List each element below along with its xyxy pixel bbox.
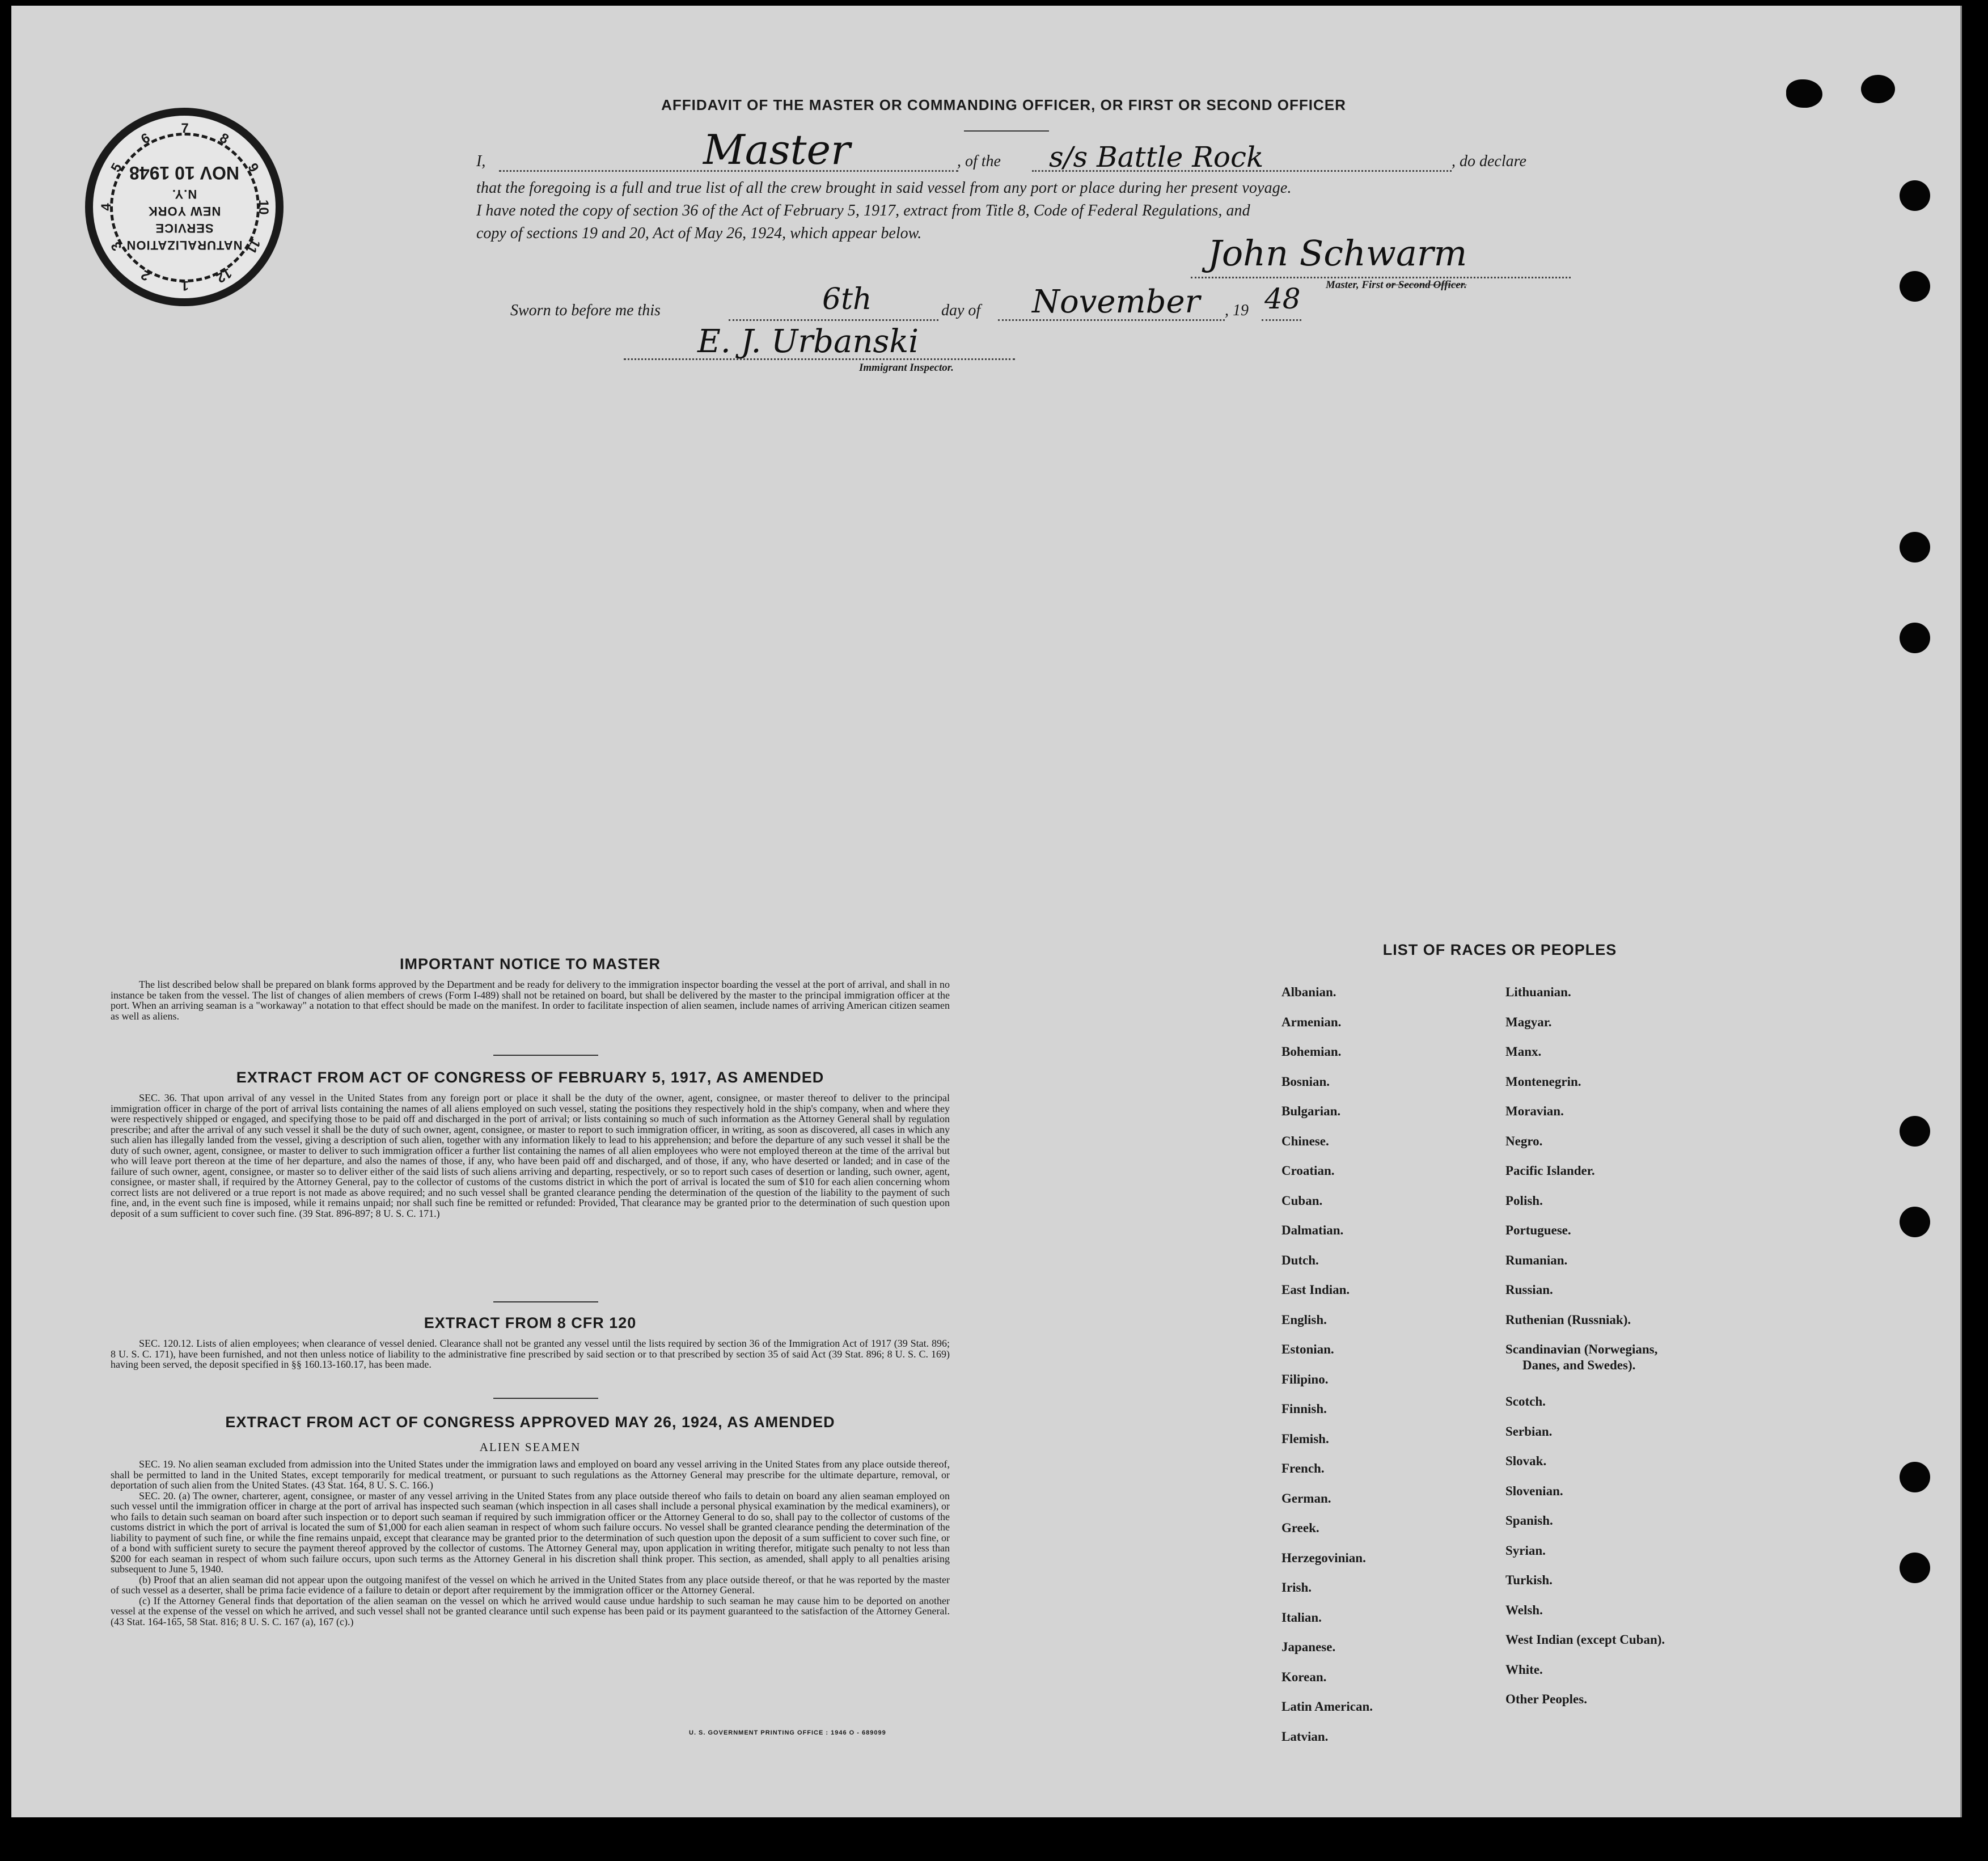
stamp-dial-number: 12: [213, 264, 235, 286]
race-item: Latin American.: [1281, 1699, 1373, 1714]
race-item: Bohemian.: [1281, 1044, 1342, 1059]
stamp-dial-number: 9: [244, 160, 261, 175]
extract-1924-paragraph: SEC. 20. (a) The owner, charterer, agent, consignee, or master of any vessel arriving in the United States from any place outside thereof who fails to detain on board any alien seaman employed on such vessel until the immigration officer in charge at the port of arrival has inspected such seaman (which inspection in all cases shall include a personal physical examination by the medical examiners), or who fails to detain such seaman on board after such inspection or to deport such seaman if required by such immigration officer or the Attorney General to do so, shall pay to the collector of customs of the customs district in which the port of arrival is located the sum of $1,000 for each alien seaman in respect of whom such failure occurs. No vessel shall be granted clearance pending the determination of the liability to payment of such fine, or while the fine remains unpaid, except that clearance may be granted prior to the determination of such question upon the deposit of a sum sufficient to cover such fine, or of a bond with sufficient surety to secure the payment thereof approved by the collector of customs. The Attorney General may, upon application in writing therefor, mitigate such penalty to not less than $200 for each seaman in respect of whom such failure occurs, upon such terms as the Attorney General in his discretion shall think proper. This section, as amended, shall apply to all penalties arising subsequent to June 5, 1940.: [111, 1490, 950, 1575]
stamp-dial-number: 4: [99, 203, 114, 211]
declaration-do-declare: , do declare: [1452, 153, 1526, 170]
punch-hole: [1900, 532, 1930, 562]
race-item: Other Peoples.: [1505, 1692, 1587, 1706]
notice-text: [111, 979, 950, 1021]
punch-hole: [1900, 1553, 1930, 1583]
punch-hole: [1900, 1207, 1930, 1237]
race-item: Cuban.: [1281, 1193, 1323, 1208]
race-item: Japanese.: [1281, 1640, 1336, 1654]
day-of: day of: [941, 302, 981, 319]
race-item: White.: [1505, 1662, 1543, 1677]
naturalization-date-stamp: [85, 108, 284, 306]
race-item: West Indian (except Cuban).: [1505, 1632, 1665, 1647]
extract-1924-paragraph: SEC. 19. No alien seaman excluded from admission into the United States under the immigration laws and employed on board any vessel arriving in the United States from any place outside thereof, shall be permitted to land in the United States, except temporarily for medical treatment, or pursuant to such regulations as the Attorney General may prescribe for the ultimate departure, removal, or deportation of such alien from the United States. (43 Stat. 164, 8 U. S. C. 166.): [111, 1458, 950, 1491]
race-item: Filipino.: [1281, 1372, 1329, 1386]
stamp-dial-number: 6: [138, 130, 153, 148]
race-item: Rumanian.: [1505, 1253, 1568, 1267]
punch-hole: [1900, 180, 1930, 211]
year-prefix: , 19: [1225, 302, 1249, 319]
extract-cfr-paragraph: SEC. 120.12. Lists of alien employees; when clearance of vessel denied. Clearance shall not be granted any vessel until the lists required by section 36 of the Immigration Act of 1917 (39 Stat. 896; 8 U. S. C. 171), have been furnished, and not then unless notice of liability to the administrative fine prescribed by said section or to that prescribed by section 35 of said Act (39 Stat. 896; 8 U. S. C. 169) having been served, the deposit specified in §§ 160.13-160.17, has been made.: [111, 1338, 950, 1370]
declaration-line-4: copy of sections 19 and 20, Act of May 26, 1924, which appear below.: [476, 225, 922, 242]
punch-hole: [1786, 79, 1822, 108]
extract-1917-text: [111, 1093, 950, 1219]
stamp-dial-number: 1: [181, 278, 189, 293]
caption-second-officer-struck: or Second Officer.: [1386, 279, 1467, 291]
stamp-line: NATURALIZATION: [126, 238, 243, 252]
inspector-signature-line: [624, 358, 1015, 360]
race-item: Portuguese.: [1505, 1223, 1571, 1237]
race-item: Scotch.: [1505, 1394, 1546, 1409]
extract-1924-text: [111, 1459, 950, 1627]
declaration-i: I,: [476, 153, 486, 170]
race-item: Negro.: [1505, 1133, 1543, 1148]
day-handwriting: 6th: [822, 282, 872, 316]
race-item: East Indian.: [1281, 1283, 1350, 1297]
race-item: Slovenian.: [1505, 1483, 1563, 1498]
race-item: Greek.: [1281, 1521, 1319, 1535]
race-item: Manx.: [1505, 1044, 1542, 1059]
race-item: Dutch.: [1281, 1253, 1319, 1267]
printing-office-line: U. S. GOVERNMENT PRINTING OFFICE : 1946 O - 689099: [689, 1729, 886, 1736]
race-item: Russian.: [1505, 1283, 1553, 1297]
notice-heading: IMPORTANT NOTICE TO MASTER: [400, 955, 661, 972]
extract-1917-paragraph: SEC. 36. That upon arrival of any vessel in the United States from any foreign port or place it shall be the duty of the owner, agent, consignee, or master thereof to deliver to the principal immigration officer in charge of the port of arrival lists containing the names of all aliens employed on such vessel, stating the positions they respectively hold in the ship's company, when and where they were respectively shipped or engaged, and specifying those to be paid off and discharged in the port of arrival; or lists containing so much of such information as the Attorney General shall by regulation prescribe; and after the arrival of any such vessel it shall be the duty of such owner, agent, consignee, or master to report to such immigration officer, in writing, as soon as discovered, all cases in which any such alien has illegally landed from the vessel, giving a description of such alien, together with any information likely to lead to his apprehension; and before the departure of any such vessel it shall be the duty of such owner, agent, consignee, or master to deliver to such immigration officer a further list containing the names of all alien employees who were not employed thereon at the time of the arrival but who will leave port thereon at the time of her departure, and also the names of those, if any, who have been paid off and discharged, and of those, if any, who have deserted or landed; and in case of the failure of such owner, agent, consignee, or master so to deliver either of the said lists of such aliens arriving and departing, respectively, or so to report such cases of desertion or landing, such owner, agent, consignee, or master shall, if required by the Attorney General, pay to the collector of customs of the customs district in which the port of arrival is located the sum of $10 for each alien concerning whom correct lists are not delivered or a true report is not made as above required; and no such vessel shall be granted clearance pending the determination of the question of the liability to the payment of such fine, and, in the event such fine is imposed, while it remains unpaid; nor shall such fine be remitted or refunded: Provided, That clearance may be granted prior to the determination of such question upon deposit of a sum sufficient to cover such fine. (39 Stat. 896-897; 8 U. S. C. 171.): [111, 1092, 950, 1219]
extract-1917-heading: EXTRACT FROM ACT OF CONGRESS OF FEBRUARY 5, 1917, AS AMENDED: [236, 1069, 824, 1086]
race-item: Pacific Islander.: [1505, 1164, 1595, 1178]
section-divider: [493, 1301, 598, 1302]
punch-hole: [1900, 623, 1930, 653]
race-item: English.: [1281, 1312, 1327, 1327]
extract-1924-paragraph: (c) If the Attorney General finds that deportation of the alien seaman on the vessel on which he arrived would cause undue hardship to such seaman he may cause him to be deported on another vessel at the expense of the vessel on which he arrived, and such vessel shall not be granted clearance until such expense has been paid or its payment guaranteed to the satisfaction of the Attorney General. (43 Stat. 164-165, 58 Stat. 816; 8 U. S. C. 167 (a), 167 (c).): [111, 1594, 950, 1627]
document-page: [11, 6, 1962, 1817]
year-handwriting: 48: [1264, 282, 1301, 315]
race-item: Turkish.: [1505, 1573, 1553, 1587]
punch-hole: [1900, 271, 1930, 302]
race-item: Welsh.: [1505, 1602, 1543, 1617]
stamp-dial-number: 10: [256, 200, 271, 215]
day-field-line: [729, 319, 938, 321]
race-item: Latvian.: [1281, 1729, 1329, 1744]
notice-paragraph: The list described below shall be prepared on blank forms approved by the Department and be ready for delivery to the immigration inspector boarding the vessel at the port of arrival, and shall in no instance be taken from the vessel. The list of changes of alien members of crews (Form I-489) shall not be retained on board, but shall be delivered by the master to the principal immigration officer at the port. When an arriving seaman is a "workaway" a notation to that effect should be made on the manifest. In order to facilitate inspection of alien seamen, include names of arriving American citizen seamen as well as aliens.: [111, 979, 950, 1022]
punch-hole: [1900, 1116, 1930, 1147]
race-item: Bosnian.: [1281, 1074, 1330, 1089]
races-heading: LIST OF RACES OR PEOPLES: [1382, 941, 1617, 958]
master-signature: John Schwarm: [1208, 232, 1467, 274]
stamp-line: N.Y.: [171, 187, 197, 201]
race-item: Polish.: [1505, 1193, 1543, 1208]
race-item: Scandinavian (Norwegians,: [1505, 1342, 1658, 1356]
race-item: Flemish.: [1281, 1431, 1329, 1446]
race-item: Italian.: [1281, 1610, 1322, 1625]
race-item: Croatian.: [1281, 1164, 1335, 1178]
rank-handwriting: Master: [703, 126, 851, 174]
race-item: Finnish.: [1281, 1402, 1327, 1416]
stamp-dial-number: 2: [138, 266, 153, 284]
race-item: Danes, and Swedes).: [1522, 1358, 1636, 1372]
race-item: Slovak.: [1505, 1454, 1547, 1468]
stamp-dial-number: 8: [217, 130, 231, 148]
stamp-dial-number: 11: [242, 236, 263, 256]
race-item: Dalmatian.: [1281, 1223, 1344, 1237]
races-right-column: [1505, 985, 1665, 1722]
stamp-line: SERVICE: [155, 221, 214, 235]
master-signature-line: [1191, 277, 1571, 278]
race-item: German.: [1281, 1491, 1331, 1505]
race-item: Korean.: [1281, 1669, 1327, 1684]
sworn-prefix: Sworn to before me this: [510, 302, 661, 319]
inspector-signature: E. J. Urbanski: [697, 323, 919, 360]
race-item: Estonian.: [1281, 1342, 1334, 1356]
extract-1924-paragraph: (b) Proof that an alien seaman did not appear upon the outgoing manifest of the vessel on which he arrived in the United States from any place outside thereof, or that he was reported by the master of such vessel as a deserter, shall be prima facie evidence of a failure to detain or deport after requirement by the immigration officer or the Attorney General.: [111, 1574, 950, 1596]
race-item: Syrian.: [1505, 1543, 1546, 1558]
stamp-line: NEW YORK: [147, 204, 221, 218]
section-divider: [493, 1055, 598, 1056]
race-item: Montenegrin.: [1505, 1074, 1581, 1089]
stamp-date: NOV 10 1948: [129, 163, 239, 183]
race-item: Armenian.: [1281, 1014, 1342, 1029]
punch-hole: [1900, 1462, 1930, 1492]
races-left-column: [1281, 985, 1373, 1759]
declaration-line-2: that the foregoing is a full and true list of all the crew brought in said vessel from any port or place during her present voyage.: [476, 179, 1292, 197]
race-item: Moravian.: [1505, 1104, 1564, 1118]
race-item: Serbian.: [1505, 1424, 1553, 1439]
caption-master-first: Master, First: [1326, 279, 1384, 291]
extract-1924-subheading: ALIEN SEAMEN: [479, 1440, 581, 1454]
stamp-text: [93, 116, 276, 298]
extract-1924-heading: EXTRACT FROM ACT OF CONGRESS APPROVED MAY 26, 1924, AS AMENDED: [225, 1414, 835, 1431]
punch-hole: [1861, 75, 1895, 103]
declaration-line-3: I have noted the copy of section 36 of the Act of February 5, 1917, extract from Title 8, Code of Federal Regulations, and: [476, 202, 1250, 219]
affidavit-title: AFFIDAVIT OF THE MASTER OR COMMANDING OFFICER, OR FIRST OR SECOND OFFICER: [661, 96, 1346, 113]
race-item: Irish.: [1281, 1580, 1312, 1594]
title-divider: [964, 130, 1049, 132]
race-item: Herzegovinian.: [1281, 1550, 1366, 1565]
section-divider: [493, 1398, 598, 1399]
month-handwriting: November: [1032, 284, 1200, 320]
race-item: Albanian.: [1281, 985, 1336, 999]
race-item: Bulgarian.: [1281, 1104, 1341, 1118]
stamp-dial-number: 5: [108, 160, 126, 175]
race-item: Lithuanian.: [1505, 985, 1571, 999]
race-item: Magyar.: [1505, 1014, 1552, 1029]
inspector-caption: Immigrant Inspector.: [859, 362, 954, 374]
extract-cfr-heading: EXTRACT FROM 8 CFR 120: [424, 1314, 637, 1331]
race-item: French.: [1281, 1461, 1325, 1475]
race-item: Spanish.: [1505, 1513, 1553, 1528]
extract-cfr-text: [111, 1338, 950, 1370]
race-item: Chinese.: [1281, 1133, 1329, 1148]
stamp-dial-number: 3: [108, 239, 126, 253]
vessel-handwriting: s/s Battle Rock: [1049, 141, 1264, 174]
master-signature-caption: [1326, 279, 1467, 291]
stamp-dial-number: 7: [181, 121, 189, 136]
year-field-line: [1262, 319, 1301, 321]
race-item: Ruthenian (Russniak).: [1505, 1312, 1631, 1327]
declaration-of-the: , of the: [957, 153, 1001, 170]
